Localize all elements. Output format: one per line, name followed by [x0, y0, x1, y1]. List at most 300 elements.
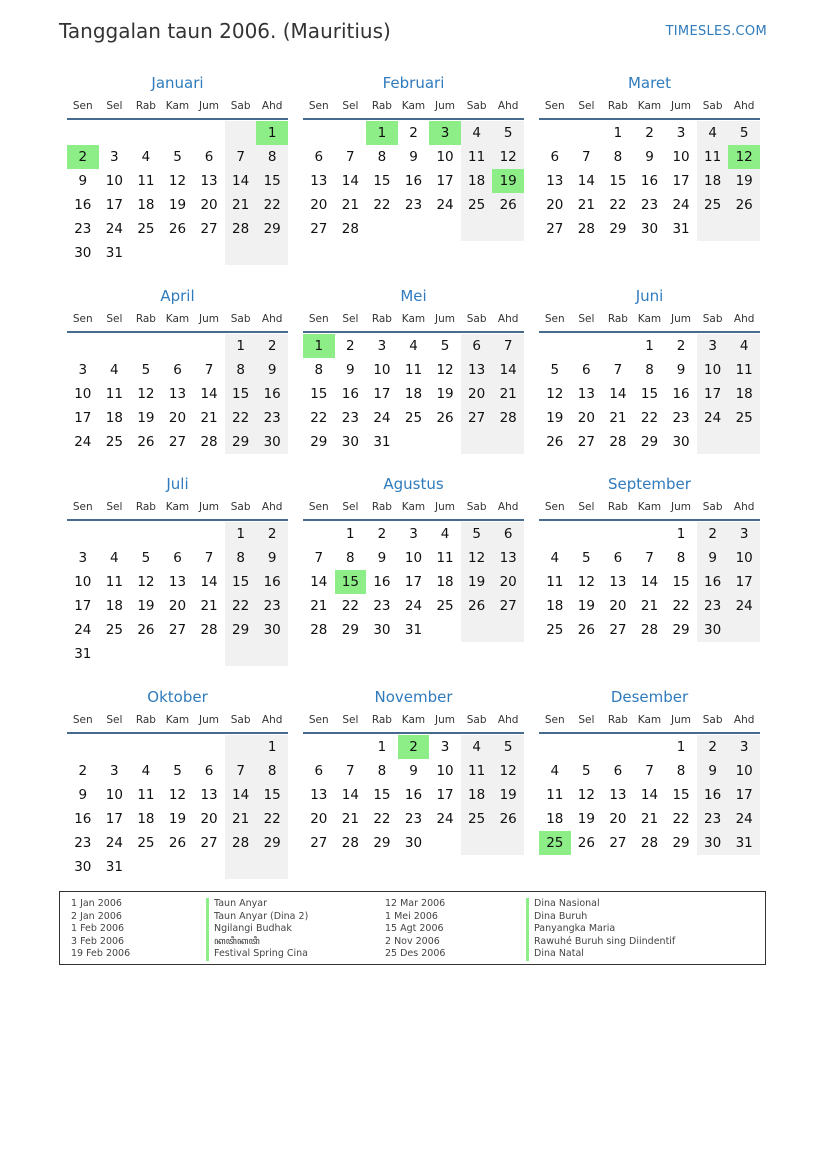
- day-cell: 22: [672, 597, 690, 614]
- day-cell: 11: [137, 172, 155, 189]
- day-cell: 21: [609, 409, 627, 426]
- weekday-header: Ahd: [733, 100, 755, 112]
- day-cell: 8: [613, 148, 623, 165]
- day-cell: 10: [404, 549, 423, 566]
- day-cell: 13: [310, 172, 328, 189]
- holiday-legend: [59, 891, 766, 965]
- day-cell: 18: [461, 169, 493, 193]
- day-cell: 1: [377, 738, 387, 755]
- day-cell: 13: [200, 786, 218, 803]
- day-cell: 9: [78, 786, 88, 803]
- day-cell: 22: [609, 196, 627, 213]
- day-cell: 24: [436, 196, 454, 213]
- day-cell: 12: [137, 573, 155, 590]
- day-cell: 31: [105, 244, 123, 261]
- day-cell: 25: [137, 834, 155, 851]
- legend-dates-left: [71, 898, 130, 961]
- day-cell: 12: [577, 573, 595, 590]
- day-cell: 12: [168, 172, 187, 189]
- weekday-header: Rab: [135, 100, 156, 112]
- holiday-day: 3: [429, 121, 461, 145]
- day-cell: 6: [492, 522, 524, 546]
- weekday-header: Ahd: [261, 714, 283, 726]
- holiday-day: 12: [728, 145, 760, 169]
- weekday-header: Sen: [544, 501, 565, 513]
- day-cell: 28: [577, 220, 595, 237]
- day-cell: 25: [404, 409, 423, 426]
- day-cell: 24: [404, 597, 423, 614]
- day-cell: 17: [672, 172, 690, 189]
- day-cell: 20: [461, 382, 493, 406]
- day-cell: 5: [461, 522, 493, 546]
- day-cell: 2: [78, 762, 88, 779]
- weekday-header: Sab: [702, 501, 723, 513]
- day-cell: 14: [609, 385, 627, 402]
- day-cell: 6: [613, 549, 623, 566]
- day-cell: 27: [609, 834, 627, 851]
- day-cell: 10: [74, 385, 92, 402]
- day-cell: 23: [697, 807, 729, 831]
- day-cell: 21: [200, 409, 218, 426]
- day-cell: 29: [310, 433, 328, 450]
- day-cell: 18: [137, 810, 155, 827]
- weekday-header: Sel: [578, 313, 595, 325]
- legend-holiday-name: Dina Nasional: [526, 898, 675, 911]
- legend-date: 25 Des 2006: [385, 948, 446, 959]
- legend-date: 2 Jan 2006: [71, 910, 122, 922]
- month-name: Agustus: [383, 475, 444, 493]
- day-cell: 7: [613, 361, 623, 378]
- day-cell: 26: [577, 621, 595, 638]
- weekday-header: Kam: [637, 313, 662, 325]
- day-cell: 24: [728, 594, 760, 618]
- day-cell: 9: [676, 361, 686, 378]
- day-cell: 10: [105, 172, 123, 189]
- weekend-blank: [492, 430, 524, 454]
- day-cell: 22: [640, 409, 659, 426]
- day-cell: 16: [373, 573, 391, 590]
- day-cell: 26: [168, 834, 187, 851]
- weekday-header: Sen: [72, 100, 93, 112]
- weekday-header: Kam: [165, 100, 190, 112]
- day-cell: 10: [436, 148, 454, 165]
- day-cell: 21: [310, 597, 328, 614]
- day-cell: 23: [672, 409, 690, 426]
- day-cell: 16: [404, 172, 423, 189]
- weekday-header: Jum: [671, 714, 692, 726]
- legend-date: 1 Feb 2006: [71, 923, 125, 934]
- day-cell: 19: [137, 409, 155, 426]
- day-cell: 24: [728, 807, 760, 831]
- day-cell: 19: [137, 597, 155, 614]
- day-cell: 20: [168, 409, 187, 426]
- day-cell: 24: [105, 220, 123, 237]
- legend-names-left: [206, 898, 308, 961]
- month-name: Januari: [151, 74, 204, 92]
- day-cell: 8: [225, 546, 257, 570]
- day-cell: 9: [78, 172, 88, 189]
- day-cell: 26: [461, 594, 493, 618]
- day-cell: 13: [310, 786, 328, 803]
- weekday-header: Jum: [671, 501, 692, 513]
- day-cell: 11: [436, 549, 454, 566]
- weekend-blank: [697, 217, 729, 241]
- weekend-blank: [728, 217, 760, 241]
- day-cell: 4: [461, 735, 493, 759]
- month-desember: [539, 688, 760, 874]
- day-cell: 19: [546, 409, 564, 426]
- day-cell: 30: [256, 618, 288, 642]
- day-cell: 1: [225, 334, 257, 358]
- day-cell: 27: [200, 220, 218, 237]
- day-cell: 30: [640, 220, 659, 237]
- day-cell: 7: [645, 762, 654, 779]
- month-juni: [539, 287, 760, 473]
- holiday-day: 1: [303, 334, 335, 358]
- day-cell: 20: [609, 597, 627, 614]
- day-cell: 17: [105, 810, 123, 827]
- day-cell: 2: [256, 334, 288, 358]
- day-cell: 29: [609, 220, 627, 237]
- day-cell: 8: [346, 549, 355, 566]
- weekday-header: Kam: [401, 313, 426, 325]
- weekday-header: Kam: [401, 714, 426, 726]
- day-cell: 11: [728, 358, 760, 382]
- day-cell: 25: [105, 433, 123, 450]
- day-cell: 23: [256, 406, 288, 430]
- holiday-day: 2: [67, 145, 99, 169]
- day-cell: 30: [404, 834, 423, 851]
- month-name: Maret: [627, 74, 672, 92]
- day-cell: 28: [200, 433, 218, 450]
- legend-holiday-name: ꦏꦠꦶꦏꦠꦶ: [206, 936, 308, 949]
- weekday-header: Rab: [371, 100, 392, 112]
- day-cell: 13: [492, 546, 524, 570]
- day-cell: 2: [377, 525, 387, 542]
- day-cell: 27: [492, 594, 524, 618]
- day-cell: 4: [728, 334, 760, 358]
- day-cell: 13: [461, 358, 493, 382]
- day-cell: 22: [225, 406, 257, 430]
- day-cell: 15: [310, 385, 328, 402]
- day-cell: 18: [105, 597, 123, 614]
- day-cell: 13: [609, 786, 627, 803]
- day-cell: 3: [78, 361, 88, 378]
- day-cell: 11: [404, 361, 423, 378]
- weekday-header: Ahd: [261, 313, 283, 325]
- day-cell: 4: [141, 148, 151, 165]
- weekday-header: Ahd: [497, 100, 519, 112]
- weekday-header: Jum: [199, 313, 220, 325]
- day-cell: 4: [550, 762, 560, 779]
- weekday-header: Sab: [466, 100, 487, 112]
- weekday-header: Rab: [607, 100, 628, 112]
- day-cell: 12: [137, 385, 155, 402]
- day-cell: 19: [436, 385, 454, 402]
- day-cell: 27: [200, 834, 218, 851]
- day-cell: 9: [256, 546, 288, 570]
- day-cell: 25: [137, 220, 155, 237]
- day-cell: 19: [461, 570, 493, 594]
- day-cell: 9: [346, 361, 355, 378]
- day-cell: 24: [672, 196, 690, 213]
- day-cell: 29: [256, 831, 288, 855]
- day-cell: 3: [728, 735, 760, 759]
- weekday-header: Sab: [466, 501, 487, 513]
- day-cell: 8: [256, 145, 288, 169]
- day-cell: 2: [346, 337, 355, 354]
- day-cell: 18: [404, 385, 423, 402]
- day-cell: 4: [141, 762, 151, 779]
- day-cell: 7: [346, 762, 355, 779]
- day-cell: 3: [110, 148, 119, 165]
- weekday-header: Sen: [308, 714, 329, 726]
- weekday-header: Kam: [401, 501, 426, 513]
- day-cell: 5: [550, 361, 560, 378]
- day-cell: 30: [373, 621, 391, 638]
- weekday-header: Kam: [637, 100, 662, 112]
- day-cell: 26: [728, 193, 760, 217]
- day-cell: 3: [377, 337, 387, 354]
- weekday-header: Sel: [342, 313, 359, 325]
- legend-names-right: [526, 898, 675, 961]
- day-cell: 5: [440, 337, 450, 354]
- holiday-day: 1: [366, 121, 398, 145]
- day-cell: 23: [640, 196, 659, 213]
- weekday-header: Sel: [106, 501, 123, 513]
- day-cell: 28: [640, 621, 659, 638]
- day-cell: 19: [168, 196, 187, 213]
- legend-date: 3 Feb 2006: [71, 935, 125, 947]
- day-cell: 16: [74, 196, 92, 213]
- day-cell: 24: [74, 621, 92, 638]
- day-cell: 21: [640, 810, 659, 827]
- legend-holiday-name: Dina Natal: [526, 948, 675, 961]
- day-cell: 15: [672, 786, 690, 803]
- weekday-header: Sab: [230, 714, 251, 726]
- month-name: November: [374, 688, 453, 706]
- weekday-header: Jum: [435, 313, 456, 325]
- day-cell: 27: [310, 220, 328, 237]
- day-cell: 29: [373, 834, 391, 851]
- day-cell: 4: [440, 525, 450, 542]
- day-cell: 4: [110, 549, 119, 566]
- day-cell: 1: [676, 738, 686, 755]
- day-cell: 25: [461, 193, 493, 217]
- day-cell: 31: [74, 645, 92, 662]
- weekend-blank: [728, 618, 760, 642]
- weekend-blank: [492, 217, 524, 241]
- month-agustus: [303, 475, 524, 661]
- day-cell: 14: [577, 172, 595, 189]
- day-cell: 26: [168, 220, 187, 237]
- weekday-header: Sab: [702, 714, 723, 726]
- day-cell: 11: [546, 786, 564, 803]
- day-cell: 21: [200, 597, 218, 614]
- day-cell: 21: [225, 193, 257, 217]
- day-cell: 9: [697, 759, 729, 783]
- weekday-header: Sel: [342, 714, 359, 726]
- day-cell: 5: [728, 121, 760, 145]
- weekend-blank: [461, 217, 493, 241]
- day-cell: 11: [697, 145, 729, 169]
- day-cell: 8: [676, 549, 686, 566]
- day-cell: 13: [609, 573, 627, 590]
- weekday-header: Ahd: [261, 100, 283, 112]
- day-cell: 17: [105, 196, 123, 213]
- weekday-header: Kam: [637, 501, 662, 513]
- day-cell: 22: [256, 807, 288, 831]
- day-cell: 18: [105, 409, 123, 426]
- day-cell: 14: [341, 786, 359, 803]
- weekend-blank: [225, 241, 257, 265]
- day-cell: 15: [672, 573, 690, 590]
- day-cell: 7: [204, 361, 214, 378]
- day-cell: 6: [204, 148, 214, 165]
- day-cell: 7: [582, 148, 591, 165]
- day-cell: 18: [546, 597, 564, 614]
- day-cell: 28: [640, 834, 659, 851]
- day-cell: 30: [341, 433, 359, 450]
- day-cell: 4: [697, 121, 729, 145]
- day-cell: 7: [314, 549, 324, 566]
- day-cell: 16: [697, 570, 729, 594]
- day-cell: 29: [672, 834, 690, 851]
- day-cell: 26: [137, 433, 155, 450]
- day-cell: 17: [697, 382, 729, 406]
- day-cell: 24: [74, 433, 92, 450]
- day-cell: 14: [341, 172, 359, 189]
- weekday-header: Rab: [607, 714, 628, 726]
- month-februari: [303, 74, 524, 260]
- month-april: [67, 287, 288, 473]
- day-cell: 31: [373, 433, 391, 450]
- day-cell: 24: [373, 409, 391, 426]
- day-cell: 3: [409, 525, 418, 542]
- month-name: Februari: [382, 74, 445, 92]
- day-cell: 7: [204, 549, 214, 566]
- day-cell: 6: [173, 549, 182, 566]
- day-cell: 13: [168, 385, 187, 402]
- day-cell: 27: [310, 834, 328, 851]
- day-cell: 29: [341, 621, 359, 638]
- day-cell: 13: [577, 385, 595, 402]
- legend-holiday-name: Panyangka Maria: [526, 923, 675, 936]
- day-cell: 10: [74, 573, 92, 590]
- legend-holiday-name: Ngilangi Budhak: [206, 923, 308, 936]
- day-cell: 18: [436, 573, 454, 590]
- day-cell: 14: [492, 358, 524, 382]
- day-cell: 23: [74, 220, 92, 237]
- day-cell: 20: [310, 810, 328, 827]
- day-cell: 5: [173, 148, 182, 165]
- weekday-header: Sel: [106, 100, 123, 112]
- weekday-header: Rab: [135, 714, 156, 726]
- day-cell: 30: [697, 618, 729, 642]
- weekday-header: Ahd: [497, 313, 519, 325]
- day-cell: 19: [728, 169, 760, 193]
- day-cell: 20: [310, 196, 328, 213]
- day-cell: 14: [225, 169, 257, 193]
- day-cell: 17: [74, 409, 92, 426]
- day-cell: 5: [582, 762, 591, 779]
- day-cell: 12: [492, 145, 524, 169]
- day-cell: 7: [225, 759, 257, 783]
- weekday-header: Rab: [371, 714, 392, 726]
- day-cell: 28: [310, 621, 328, 638]
- day-cell: 20: [200, 810, 218, 827]
- day-cell: 15: [225, 382, 257, 406]
- day-cell: 12: [168, 786, 187, 803]
- weekday-header: Jum: [435, 501, 456, 513]
- day-cell: 27: [461, 406, 493, 430]
- day-cell: 11: [105, 385, 123, 402]
- weekday-header: Ahd: [261, 501, 283, 513]
- weekday-header: Sen: [544, 100, 565, 112]
- day-cell: 30: [256, 430, 288, 454]
- day-cell: 14: [310, 573, 328, 590]
- day-cell: 12: [461, 546, 493, 570]
- month-maret: [539, 74, 760, 260]
- month-januari: [67, 74, 288, 260]
- weekday-header: Ahd: [733, 714, 755, 726]
- legend-holiday-name: Taun Anyar (Dina 2): [206, 911, 308, 924]
- legend-date: 19 Feb 2006: [71, 948, 131, 959]
- legend-date: 2 Nov 2006: [385, 935, 440, 947]
- day-cell: 20: [200, 196, 218, 213]
- day-cell: 28: [341, 834, 359, 851]
- weekday-header: Ahd: [497, 714, 519, 726]
- day-cell: 11: [546, 573, 564, 590]
- day-cell: 11: [137, 786, 155, 803]
- day-cell: 18: [728, 382, 760, 406]
- weekend-blank: [225, 735, 257, 759]
- day-cell: 26: [492, 807, 524, 831]
- day-cell: 9: [697, 546, 729, 570]
- day-cell: 8: [645, 361, 654, 378]
- weekend-blank: [492, 618, 524, 642]
- day-cell: 28: [225, 831, 257, 855]
- day-cell: 1: [225, 522, 257, 546]
- day-cell: 16: [341, 385, 359, 402]
- day-cell: 20: [546, 196, 564, 213]
- day-cell: 3: [440, 738, 450, 755]
- day-cell: 1: [346, 525, 355, 542]
- weekday-header: Ahd: [497, 501, 519, 513]
- day-cell: 9: [256, 358, 288, 382]
- weekday-header: Jum: [435, 714, 456, 726]
- day-cell: 13: [168, 573, 187, 590]
- day-cell: 5: [141, 361, 151, 378]
- weekday-header: Sab: [702, 313, 723, 325]
- day-cell: 7: [492, 334, 524, 358]
- day-cell: 8: [225, 358, 257, 382]
- brand-link[interactable]: TIMESLES.COM: [665, 24, 767, 39]
- day-cell: 28: [609, 433, 627, 450]
- day-cell: 30: [74, 858, 92, 875]
- holiday-day: 15: [335, 570, 367, 594]
- month-name: Mei: [400, 287, 427, 305]
- weekday-header: Kam: [637, 714, 662, 726]
- day-cell: 25: [697, 193, 729, 217]
- day-cell: 3: [728, 522, 760, 546]
- legend-holiday-name: Rawuhé Buruh sing Diindentif: [526, 936, 675, 949]
- day-cell: 14: [640, 573, 659, 590]
- day-cell: 28: [200, 621, 218, 638]
- day-cell: 28: [341, 220, 359, 237]
- legend-date: 15 Agt 2006: [385, 923, 444, 934]
- day-cell: 21: [492, 382, 524, 406]
